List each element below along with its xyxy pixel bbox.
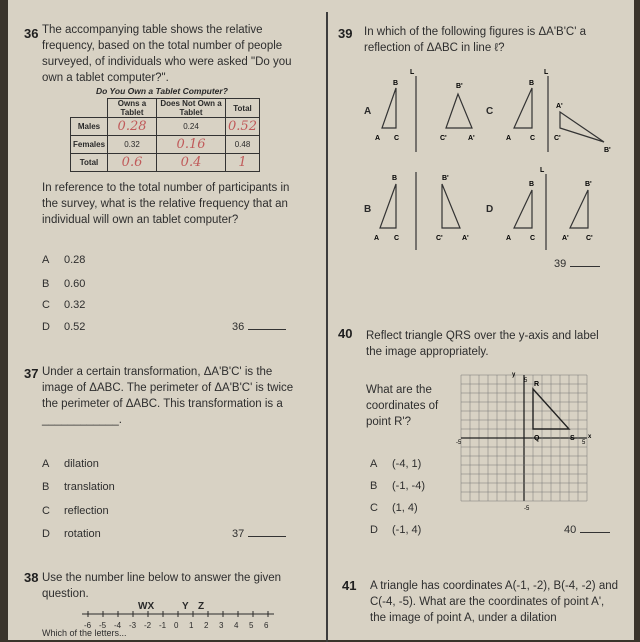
number-line-tick-label: -2	[144, 621, 152, 630]
q39-option-d-label[interactable]: D	[486, 204, 494, 215]
q36-choice-a[interactable]: A 0.28	[42, 254, 86, 266]
number-line-tick-label: 3	[219, 621, 224, 630]
q40-answer-line[interactable]: 40	[564, 524, 610, 536]
number-line-tick-label: -3	[129, 621, 137, 630]
q38-cutoff-text: Which of the letters...	[42, 628, 127, 638]
point-label-z: Z	[198, 601, 205, 612]
triangle-image	[570, 190, 588, 228]
cell-males-total: 0.52	[226, 118, 260, 136]
q39-figure-a	[372, 66, 482, 154]
triangle-abc	[514, 190, 532, 228]
vertex-label: B	[529, 80, 535, 87]
vertex-label: A	[375, 135, 381, 142]
vertex-label: C'	[554, 135, 561, 142]
cell-males-not-owns: 0.24	[157, 118, 226, 136]
vertex-label-s: S	[570, 435, 575, 442]
cell-total-not-owns: 0.4	[157, 154, 226, 172]
q38-number: 38	[24, 570, 39, 585]
row-label: Males	[71, 118, 108, 136]
vertex-label: A'	[462, 235, 469, 242]
line-label: L	[544, 69, 549, 76]
cell-females-owns: 0.32	[108, 136, 157, 154]
column-divider	[326, 12, 328, 642]
q40-choice-a[interactable]: A (-4, 1)	[370, 458, 422, 470]
vertex-label: A'	[562, 235, 569, 242]
q40-text: Reflect triangle QRS over the y-axis and label the image appropriately.	[366, 330, 599, 358]
tick-label-x5: 5	[582, 440, 586, 446]
vertex-label: A	[506, 235, 512, 242]
vertex-label: C'	[440, 135, 447, 142]
q36-table-title: Do You Own a Tablet Computer?	[96, 86, 228, 96]
q39-text: In which of the following figures is ΔA'B'C' a reflection of ΔABC in line ℓ?	[364, 26, 587, 54]
row-label: Females	[71, 136, 108, 154]
number-line-tick-label: -4	[114, 621, 122, 630]
cell-males-owns: 0.28	[108, 118, 157, 136]
number-line-tick-label: -1	[159, 621, 167, 630]
vertex-label: B	[393, 80, 399, 87]
q36-choice-d[interactable]: D 0.52	[42, 321, 86, 333]
y-axis-label: y	[512, 372, 516, 378]
q36-frequency-table	[70, 98, 260, 172]
q40-choice-d[interactable]: D (-1, 4)	[370, 524, 422, 536]
q37-number: 37	[24, 366, 39, 381]
q37-choice-b[interactable]: B translation	[42, 481, 115, 493]
row-label: Total	[71, 154, 108, 172]
q39-answer-line[interactable]: 39	[554, 258, 600, 270]
number-line-tick-label: -6	[84, 621, 92, 630]
vertex-label: C	[530, 135, 536, 142]
triangle-abc	[380, 184, 396, 228]
number-line-tick-label: 5	[249, 621, 254, 630]
header-total: Total	[226, 99, 260, 118]
triangle-image	[442, 184, 460, 228]
triangle-image	[446, 94, 472, 128]
q40-choice-c[interactable]: C (1, 4)	[370, 502, 418, 514]
line-label: L	[410, 69, 415, 76]
tick-label-x-neg5: -5	[456, 440, 462, 446]
vertex-label: B	[392, 175, 398, 182]
q40-coordinate-grid	[454, 368, 594, 516]
vertex-label: B'	[604, 147, 611, 154]
vertex-label: B'	[442, 175, 449, 182]
grid-lines	[461, 375, 587, 501]
vertex-label: C	[530, 235, 536, 242]
q39-figure-b	[372, 166, 482, 254]
vertex-label: A	[506, 135, 512, 142]
point-label-wx: WX	[138, 601, 155, 612]
triangle-abc	[514, 88, 532, 128]
number-line-tick-label: -5	[99, 621, 107, 630]
vertex-label: B'	[585, 181, 592, 188]
number-line-tick-label: 0	[174, 621, 179, 630]
x-axis-label: x	[588, 434, 592, 440]
vertex-label: B	[529, 181, 535, 188]
vertex-label: C'	[436, 235, 443, 242]
q39-option-c-label[interactable]: C	[486, 106, 494, 117]
point-label-y: Y	[182, 601, 189, 612]
q39-option-b-label[interactable]: B	[364, 204, 372, 215]
header-owns: Owns a Tablet	[108, 99, 157, 118]
q38-text: Use the number line below to answer the given question.	[42, 572, 282, 600]
vertex-label: C	[394, 235, 400, 242]
vertex-label: A'	[468, 135, 475, 142]
triangle-image	[560, 112, 604, 142]
line-label: L	[540, 167, 545, 174]
q37-text: Under a certain transformation, ΔA'B'C' is the image of ΔABC. The perimeter of ΔA'B'C' is twice the perimeter of ΔABC. This transformation is a ____________.	[42, 366, 294, 426]
q36-answer-line[interactable]: 36	[232, 321, 286, 333]
vertex-label: C	[394, 135, 400, 142]
q37-answer-line[interactable]: 37	[232, 528, 286, 540]
q39-number: 39	[338, 26, 353, 41]
triangle-abc	[382, 88, 396, 128]
q39-option-a-label[interactable]: A	[364, 106, 372, 117]
cell-females-total: 0.48	[226, 136, 260, 154]
q38-number-line	[78, 598, 278, 632]
tick-label-y5: 5	[524, 378, 528, 384]
q41-number: 41	[342, 578, 357, 593]
q37-choice-c[interactable]: C reflection	[42, 505, 109, 517]
q36-choice-c[interactable]: C 0.32	[42, 299, 86, 311]
vertex-label-q: Q	[534, 435, 540, 442]
q40-question: What are the coordinates of point R'?	[366, 384, 439, 428]
q36-choice-b[interactable]: B 0.60	[42, 278, 86, 290]
worksheet-page	[8, 0, 634, 640]
q40-number: 40	[338, 326, 353, 341]
vertex-label: A'	[556, 103, 563, 110]
q41-text: A triangle has coordinates A(-1, -2), B(-4, -2) and C(-4, -5). What are the coordinates of point A', the image of point A, under a dilation	[370, 580, 619, 624]
vertex-label-r: R	[534, 381, 540, 388]
q36-text: The accompanying table shows the relative frequency, based on the total number of people surveyed, of individuals who were asked "Do you own a tablet computer?".	[42, 24, 292, 84]
cell-total-total: 1	[226, 154, 260, 172]
q37-choice-d[interactable]: D rotation	[42, 528, 101, 540]
header-not-owns: Does Not Own a Tablet	[157, 99, 226, 118]
tick-label-y-neg5: -5	[524, 506, 530, 512]
q40-choice-b[interactable]: B (-1, -4)	[370, 480, 425, 492]
cell-females-not-owns: 0.16	[157, 136, 226, 154]
cell-total-owns: 0.6	[108, 154, 157, 172]
q36-prompt: In reference to the total number of participants in the survey, what is the relative frequency that an individual will own an tablet computer?	[42, 182, 290, 226]
number-line-tick-label: 2	[204, 621, 209, 630]
q39-figure-d	[496, 166, 626, 254]
vertex-label: B'	[456, 83, 463, 90]
vertex-label: C'	[586, 235, 593, 242]
number-line-tick-label: 4	[234, 621, 239, 630]
q39-figure-c	[496, 66, 626, 154]
number-line-tick-label: 1	[189, 621, 194, 630]
number-line-tick-label: 6	[264, 621, 269, 630]
q37-choice-a[interactable]: A dilation	[42, 458, 99, 470]
vertex-label: A	[374, 235, 380, 242]
q36-number: 36	[24, 26, 39, 41]
